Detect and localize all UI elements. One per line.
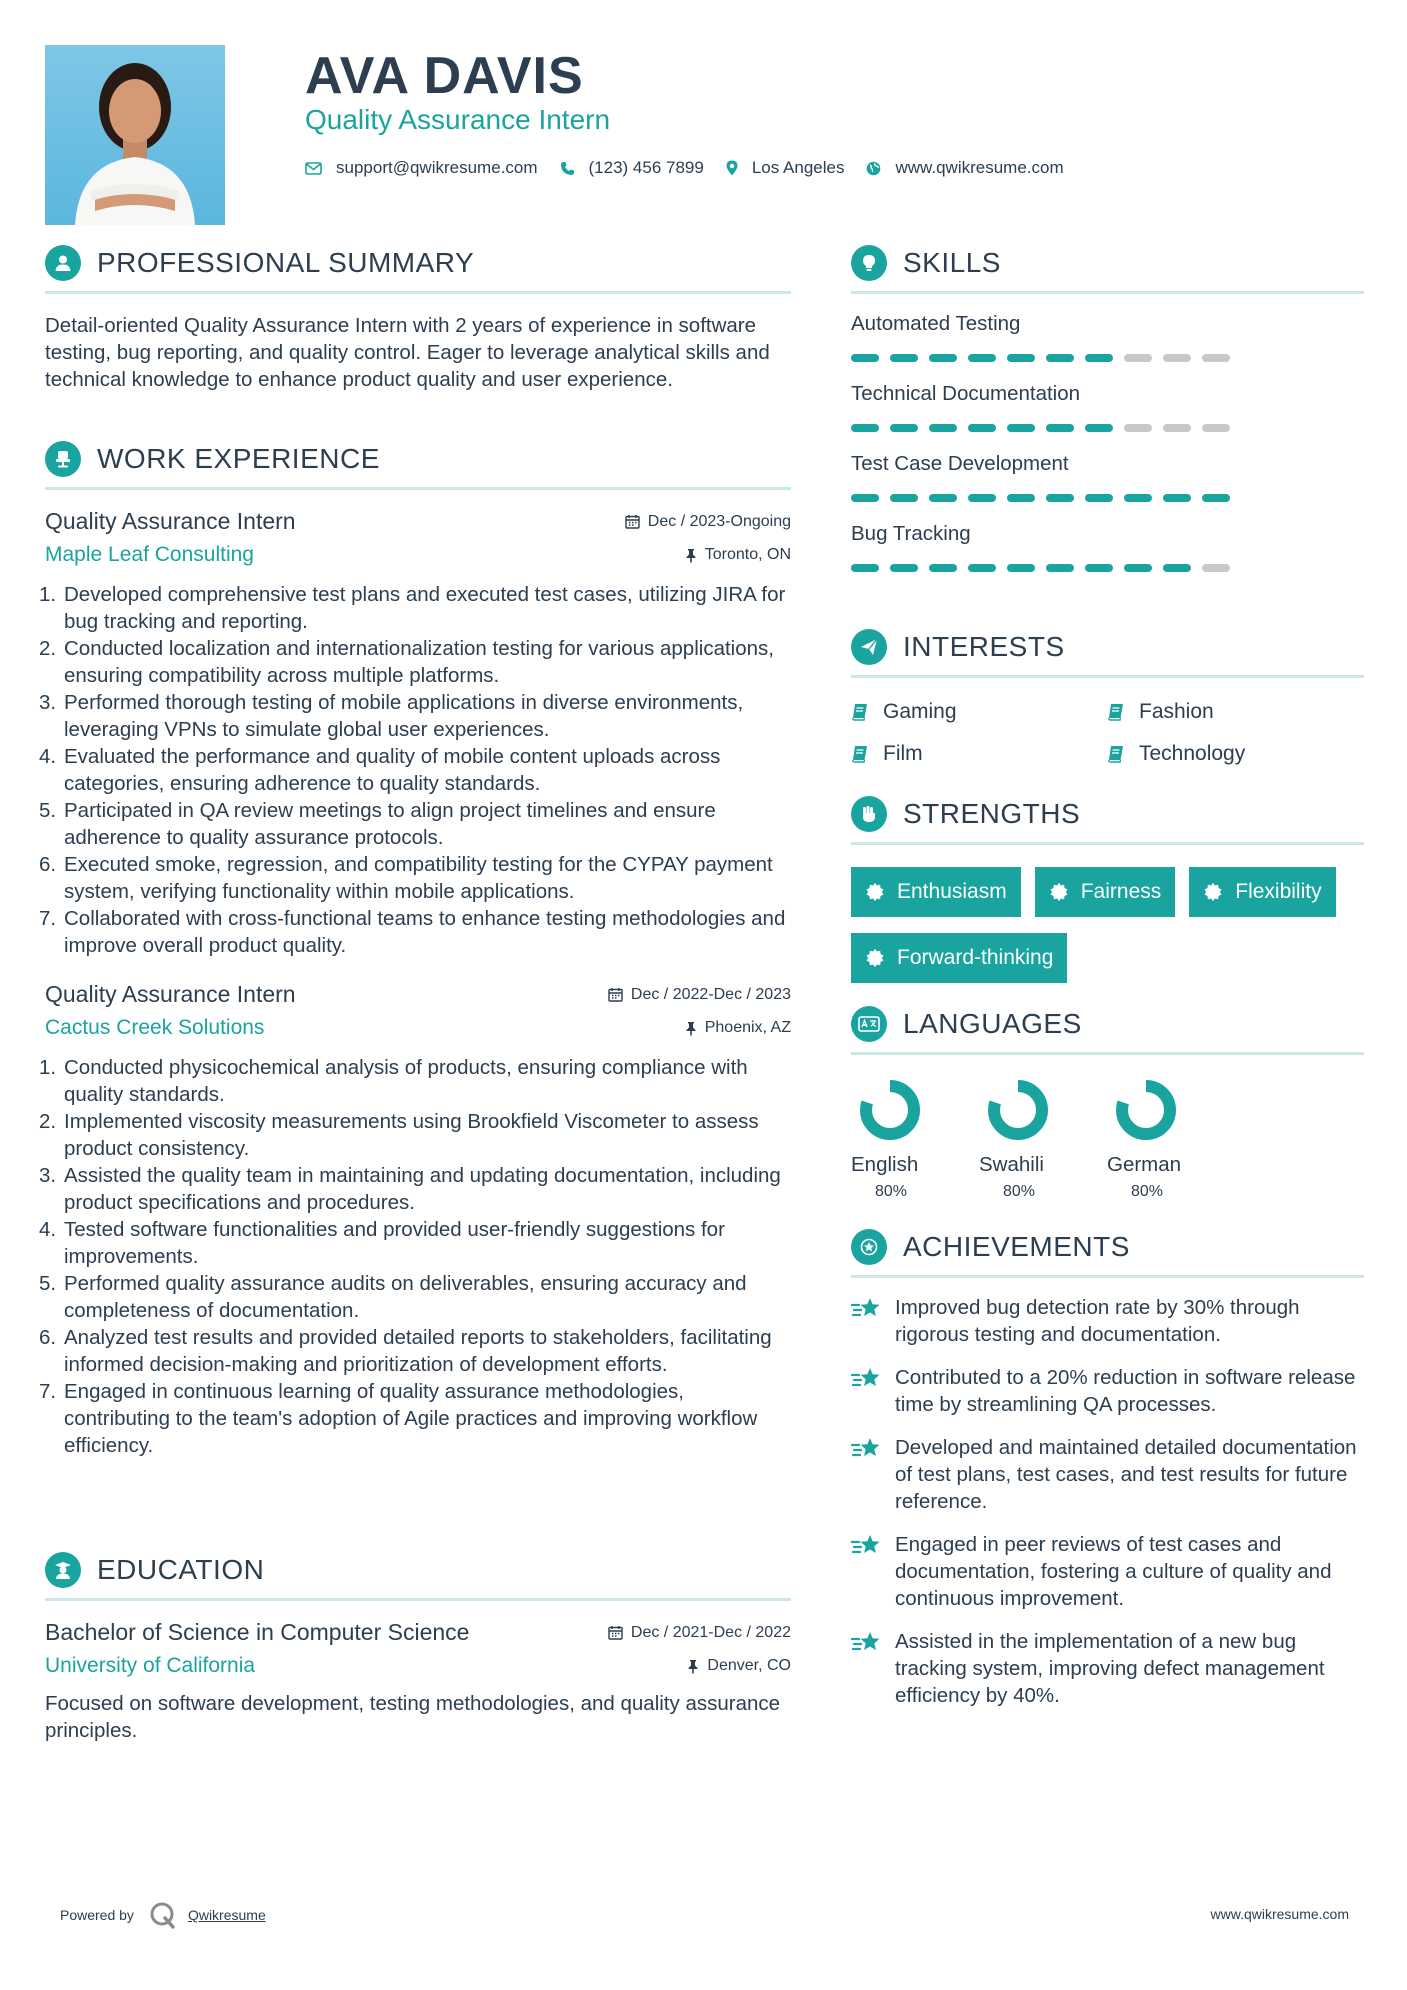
- graduate-icon: [45, 1552, 81, 1588]
- job-location-text: Phoenix, AZ: [704, 1019, 791, 1036]
- badge-icon: [1049, 882, 1069, 902]
- skill-rating-segment: [968, 494, 996, 502]
- education-section: [45, 1550, 791, 1744]
- section-divider: [851, 1275, 1364, 1278]
- pushpin-icon: [685, 1021, 697, 1036]
- list-number: 1.: [39, 1056, 57, 1079]
- job-duty-item: [39, 1216, 791, 1270]
- job-title: Quality Assurance Intern: [45, 981, 296, 1007]
- skill-name: Bug Tracking: [851, 522, 971, 545]
- skill-rating-segment: [1202, 494, 1230, 502]
- skill-rating-segment: [1124, 564, 1152, 572]
- languages-list: [851, 1077, 1364, 1201]
- translate-icon: [851, 1006, 887, 1042]
- strength-label: Enthusiasm: [897, 880, 1007, 903]
- achievement-text: Developed and maintained detailed documentation of test plans, test cases, and test results for future reference.: [895, 1436, 1357, 1513]
- qwikresume-logo-icon: [148, 1900, 178, 1930]
- pushpin-icon: [687, 1659, 699, 1674]
- list-number: 2.: [39, 637, 57, 660]
- achievement-text: Assisted in the implementation of a new bug tracking system, improving defect management efficiency by 40%.: [895, 1630, 1325, 1707]
- job-date-text: Dec / 2022-Dec / 2023: [630, 985, 791, 1003]
- interests-list: [851, 700, 1364, 766]
- job-duty-item: [39, 1054, 791, 1108]
- language-item: [1107, 1077, 1235, 1201]
- job-duty-item: [39, 1378, 791, 1459]
- book-icon: [1107, 745, 1125, 763]
- job-date: [608, 986, 791, 1004]
- skill-rating-segment: [1124, 424, 1152, 432]
- strengths-section: [851, 794, 1364, 999]
- job-duty-text: Assisted the quality team in maintaining and updating documentation, including product specifications and procedures.: [64, 1164, 781, 1214]
- skill-rating: [851, 354, 1364, 362]
- interest-label: Film: [883, 742, 923, 765]
- strength-chip: [1189, 867, 1335, 917]
- contact-bar: [305, 158, 1086, 178]
- list-number: 7.: [39, 907, 57, 930]
- list-number: 7.: [39, 1380, 57, 1403]
- language-name: Swahili: [979, 1153, 1044, 1176]
- section-divider: [45, 1598, 791, 1601]
- skill-rating-segment: [1163, 424, 1191, 432]
- profile-photo: [45, 45, 225, 225]
- skill-rating-segment: [1007, 494, 1035, 502]
- contact-email[interactable]: [305, 158, 538, 178]
- language-item: [979, 1077, 1107, 1201]
- skill-rating-segment: [890, 424, 918, 432]
- skill-rating-segment: [1007, 424, 1035, 432]
- achievement-text: Improved bug detection rate by 30% through rigorous testing and documentation.: [895, 1296, 1300, 1346]
- skill-rating-segment: [1085, 564, 1113, 572]
- office-chair-icon: [45, 441, 81, 477]
- language-name: English: [851, 1153, 919, 1176]
- list-number: 2.: [39, 1110, 57, 1133]
- list-number: 6.: [39, 1326, 57, 1349]
- badge-icon: [1203, 882, 1223, 902]
- strength-chip: [1035, 867, 1176, 917]
- education-entry: [45, 1619, 791, 1744]
- degree-title: Bachelor of Science in Computer Science: [45, 1619, 470, 1645]
- map-pin-icon: [726, 160, 738, 176]
- skill-item: [851, 312, 1364, 362]
- phone-icon: [560, 161, 575, 176]
- book-icon: [1107, 703, 1125, 721]
- interest-label: Fashion: [1139, 700, 1214, 723]
- job-duty-text: Analyzed test results and provided detailed reports to stakeholders, facilitating informed decision-making and prioritization of development efforts.: [64, 1326, 772, 1376]
- interest-item: [851, 742, 1107, 766]
- skill-rating-segment: [1124, 494, 1152, 502]
- achievement-item: [851, 1294, 1364, 1348]
- skill-item: [851, 522, 1364, 572]
- globe-icon: [866, 161, 881, 176]
- job-title: Quality Assurance Intern: [45, 508, 296, 534]
- job-duty-text: Conducted localization and internationalization testing for various applications, ensuring compatibility across multiple platforms.: [64, 637, 774, 687]
- badge-icon: [865, 882, 885, 902]
- languages-section: [851, 1004, 1364, 1201]
- skill-rating-segment: [890, 564, 918, 572]
- strength-chip: [851, 933, 1067, 983]
- achievement-item: [851, 1364, 1364, 1418]
- skill-rating-segment: [968, 564, 996, 572]
- skills-section: [851, 243, 1364, 592]
- education-location: [687, 1657, 791, 1675]
- strength-label: Forward-thinking: [897, 946, 1054, 969]
- school-name: University of California: [45, 1654, 256, 1677]
- languages-heading: LANGUAGES: [903, 1008, 1082, 1039]
- calendar-icon: [625, 514, 640, 529]
- achievement-text: Contributed to a 20% reduction in software release time by streamlining QA processes.: [895, 1366, 1356, 1416]
- badge-icon: [865, 948, 885, 968]
- book-icon: [851, 703, 869, 721]
- job-duty-item: [39, 689, 791, 743]
- skill-rating-segment: [1046, 494, 1074, 502]
- job-date-text: Dec / 2023-Ongoing: [647, 512, 791, 530]
- job-location: [685, 1019, 791, 1037]
- phone-text: (123) 456 7899: [588, 158, 704, 177]
- language-proficiency-ring: [857, 1077, 923, 1143]
- location-text: Los Angeles: [751, 158, 845, 177]
- skill-rating-segment: [851, 424, 879, 432]
- flying-star-icon: [851, 1296, 883, 1322]
- skill-rating-segment: [929, 564, 957, 572]
- achievement-item: [851, 1531, 1364, 1612]
- skill-rating-segment: [1085, 494, 1113, 502]
- job-duty-item: [39, 1162, 791, 1216]
- list-number: 3.: [39, 691, 57, 714]
- job-duty-item: [39, 905, 791, 959]
- job-company: Maple Leaf Consulting: [45, 543, 254, 566]
- skill-rating-segment: [1163, 564, 1191, 572]
- flying-star-icon: [851, 1533, 883, 1559]
- skill-rating-segment: [851, 564, 879, 572]
- job-company: Cactus Creek Solutions: [45, 1016, 265, 1039]
- achievements-list: [851, 1294, 1364, 1709]
- skill-rating: [851, 494, 1364, 502]
- job-duty-item: [39, 851, 791, 905]
- section-divider: [851, 291, 1364, 294]
- language-item: [851, 1077, 979, 1201]
- interest-item: [1107, 700, 1363, 724]
- website-text: www.qwikresume.com: [895, 158, 1064, 177]
- skill-rating-segment: [929, 354, 957, 362]
- summary-text: Detail-oriented Quality Assurance Intern with 2 years of experience in software testing, bug reporting, and quality control. Eager to leverage analytical skills and technical knowledge to enhance product quality and user experience.: [45, 314, 770, 391]
- section-divider: [851, 675, 1364, 678]
- job-entry: [39, 508, 791, 959]
- skill-name: Automated Testing: [851, 312, 1021, 335]
- skill-rating-segment: [851, 494, 879, 502]
- skill-item: [851, 452, 1364, 502]
- brand-link[interactable]: Qwikresume: [187, 1907, 266, 1923]
- skill-rating-segment: [890, 354, 918, 362]
- skill-rating-segment: [1046, 564, 1074, 572]
- interest-item: [851, 700, 1107, 724]
- language-proficiency-ring: [985, 1077, 1051, 1143]
- flying-star-icon: [851, 1366, 883, 1392]
- skill-rating-segment: [968, 424, 996, 432]
- experience-section: [39, 439, 791, 1459]
- skill-rating-segment: [1202, 564, 1230, 572]
- skill-rating-segment: [929, 494, 957, 502]
- skill-rating: [851, 424, 1364, 432]
- email-text: support@qwikresume.com: [336, 158, 538, 177]
- list-number: 3.: [39, 1164, 57, 1187]
- skill-rating-segment: [1085, 424, 1113, 432]
- candidate-role: Quality Assurance Intern: [305, 104, 611, 135]
- job-duty-text: Developed comprehensive test plans and executed test cases, utilizing JIRA for bug tracking and reporting.: [64, 583, 786, 633]
- job-duty-item: [39, 743, 791, 797]
- skill-rating-segment: [1046, 424, 1074, 432]
- skill-rating-segment: [1163, 494, 1191, 502]
- experience-heading: WORK EXPERIENCE: [97, 443, 380, 474]
- flying-star-icon: [851, 1630, 883, 1656]
- job-duty-item: [39, 1108, 791, 1162]
- job-duty-text: Performed thorough testing of mobile applications in diverse environments, leveraging VPNs to simulate global user experiences.: [64, 691, 744, 741]
- achievement-item: [851, 1434, 1364, 1515]
- job-duty-text: Conducted physicochemical analysis of products, ensuring compliance with quality standards.: [64, 1056, 748, 1106]
- job-duty-text: Engaged in continuous learning of quality assurance methodologies, contributing to the team's adoption of Agile practices and improving workflow efficiency.: [64, 1380, 758, 1457]
- achievement-text: Engaged in peer reviews of test cases and documentation, fostering a culture of quality and continuous improvement.: [895, 1533, 1332, 1610]
- strengths-list: [851, 867, 1364, 999]
- skill-rating-segment: [851, 354, 879, 362]
- job-duty-item: [39, 635, 791, 689]
- skill-rating: [851, 564, 1364, 572]
- flying-star-icon: [851, 1436, 883, 1462]
- interest-item: [1107, 742, 1363, 766]
- skill-rating-segment: [1202, 354, 1230, 362]
- interests-section: [851, 627, 1364, 766]
- candidate-name: AVA DAVIS: [305, 47, 584, 105]
- job-location-text: Toronto, ON: [704, 546, 791, 563]
- job-duties-list: [39, 1054, 791, 1459]
- interest-label: Gaming: [883, 700, 957, 723]
- skill-rating-segment: [1046, 354, 1074, 362]
- user-icon: [45, 245, 81, 281]
- skill-rating-segment: [968, 354, 996, 362]
- skill-rating-segment: [890, 494, 918, 502]
- job-duty-text: Evaluated the performance and quality of mobile content uploads across categories, ensuring adherence to quality standards.: [64, 745, 721, 795]
- job-duty-item: [39, 581, 791, 635]
- contact-website[interactable]: [866, 158, 1063, 178]
- education-text: Focused on software development, testing methodologies, and quality assurance principles.: [45, 1692, 781, 1742]
- strength-label: Flexibility: [1235, 880, 1322, 903]
- job-duty-text: Tested software functionalities and provided user-friendly suggestions for improvements.: [64, 1218, 725, 1268]
- envelope-icon: [305, 162, 322, 175]
- powered-by-label: Powered by: [60, 1907, 134, 1923]
- list-number: 4.: [39, 1218, 57, 1241]
- summary-heading: PROFESSIONAL SUMMARY: [97, 247, 475, 278]
- skill-name: Test Case Development: [851, 452, 1069, 475]
- language-percent: 80%: [1131, 1183, 1164, 1200]
- strength-chip: [851, 867, 1021, 917]
- contact-location: [726, 158, 845, 178]
- list-number: 5.: [39, 1272, 57, 1295]
- section-divider: [851, 1052, 1364, 1055]
- skill-rating-segment: [1085, 354, 1113, 362]
- star-badge-icon: [851, 1229, 887, 1265]
- list-number: 1.: [39, 583, 57, 606]
- raised-fist-icon: [851, 796, 887, 832]
- education-date: [608, 1624, 791, 1642]
- section-divider: [851, 842, 1364, 845]
- skill-name: Technical Documentation: [851, 382, 1081, 405]
- language-percent: 80%: [1003, 1183, 1036, 1200]
- contact-phone[interactable]: [560, 158, 704, 178]
- skill-item: [851, 382, 1364, 432]
- job-duty-text: Performed quality assurance audits on deliverables, ensuring accuracy and completeness of documentation.: [64, 1272, 747, 1322]
- calendar-icon: [608, 1625, 623, 1640]
- footer-powered-by: [60, 1900, 266, 1930]
- education-heading: EDUCATION: [97, 1554, 265, 1585]
- strength-label: Fairness: [1080, 880, 1162, 903]
- job-duty-text: Executed smoke, regression, and compatibility testing for the CYPAY payment system, verifying functionality within mobile applications.: [64, 853, 773, 903]
- job-date: [625, 513, 791, 531]
- education-location-text: Denver, CO: [707, 1657, 791, 1674]
- job-duty-text: Collaborated with cross-functional teams to enhance testing methodologies and improve overall product quality.: [64, 907, 786, 957]
- interest-label: Technology: [1139, 742, 1246, 765]
- job-duty-item: [39, 797, 791, 851]
- skills-list: [851, 312, 1364, 572]
- job-duties-list: [39, 581, 791, 959]
- skill-rating-segment: [1163, 354, 1191, 362]
- section-divider: [45, 291, 791, 294]
- job-location: [685, 546, 791, 564]
- achievements-section: [851, 1227, 1364, 1709]
- skill-rating-segment: [1202, 424, 1230, 432]
- skill-rating-segment: [1124, 354, 1152, 362]
- interests-heading: INTERESTS: [903, 631, 1065, 662]
- skills-heading: SKILLS: [903, 247, 1001, 278]
- education-date-text: Dec / 2021-Dec / 2022: [630, 1623, 791, 1641]
- language-percent: 80%: [875, 1183, 908, 1200]
- list-number: 6.: [39, 853, 57, 876]
- language-name: German: [1107, 1153, 1182, 1176]
- job-duty-text: Participated in QA review meetings to align project timelines and ensure adherence to quality assurance protocols.: [64, 799, 716, 849]
- job-duty-item: [39, 1324, 791, 1378]
- section-divider: [45, 487, 791, 490]
- list-number: 4.: [39, 745, 57, 768]
- job-duty-text: Implemented viscosity measurements using Brookfield Viscometer to assess product consistency.: [64, 1110, 759, 1160]
- skill-rating-segment: [929, 424, 957, 432]
- list-number: 5.: [39, 799, 57, 822]
- skill-rating-segment: [1007, 564, 1035, 572]
- language-proficiency-ring: [1113, 1077, 1179, 1143]
- summary-section: [45, 243, 791, 393]
- footer-url[interactable]: www.qwikresume.com: [1210, 1906, 1349, 1922]
- job-entry: [39, 981, 791, 1459]
- pushpin-icon: [685, 548, 697, 563]
- strengths-heading: STRENGTHS: [903, 798, 1081, 829]
- book-icon: [851, 745, 869, 763]
- skill-rating-segment: [1007, 354, 1035, 362]
- lightbulb-icon: [851, 245, 887, 281]
- paper-plane-icon: [851, 629, 887, 665]
- job-duty-item: [39, 1270, 791, 1324]
- calendar-icon: [608, 987, 623, 1002]
- achievement-item: [851, 1628, 1364, 1709]
- achievements-heading: ACHIEVEMENTS: [903, 1231, 1130, 1262]
